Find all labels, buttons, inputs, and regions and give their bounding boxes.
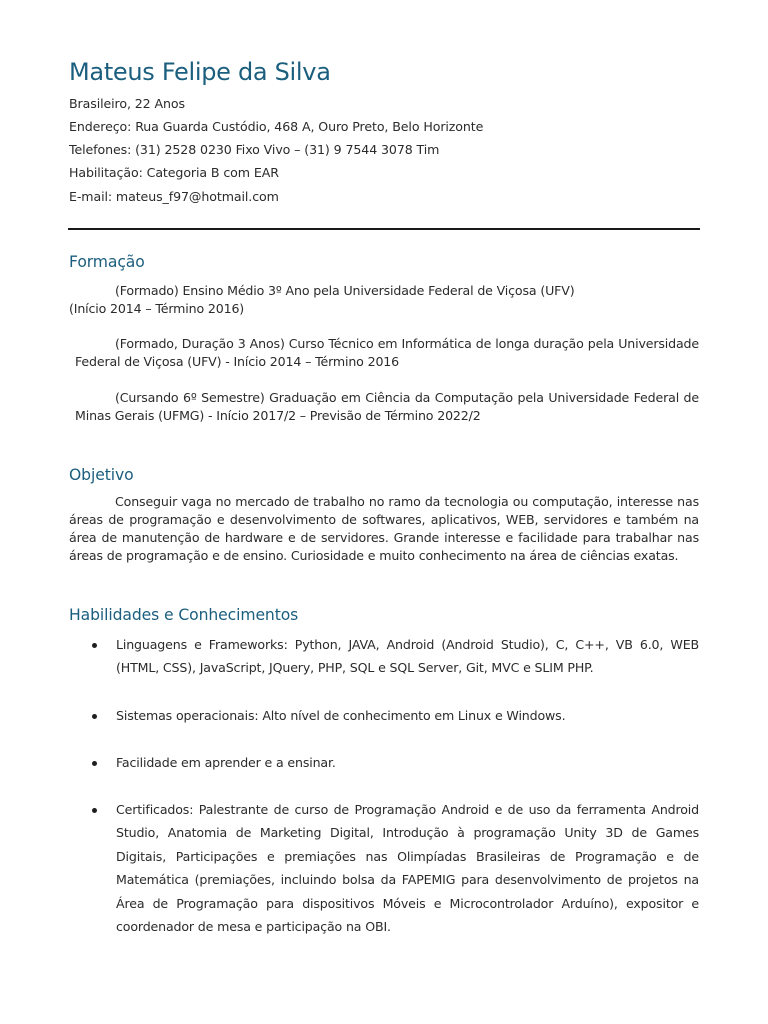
address: Endereço: Rua Guarda Custódio, 468 A, Ouro Preto, Belo Horizonte [69,119,484,134]
section-title-habilidades: Habilidades e Conhecimentos [69,606,299,624]
bullet-icon [92,761,97,766]
candidate-name: Mateus Felipe da Silva [69,58,331,86]
section-title-objetivo: Objetivo [69,466,134,484]
formacao-item: (Cursando 6º Semestre) Graduação em Ciência da Computação pela Universidade Federal de Minas Gerais (UFMG) - Início 2017/2 – Previsão de Término 2022/2 [75,390,699,423]
bullet-icon [92,808,97,813]
skills-list-item: Facilidade em aprender e a ensinar. [116,755,336,770]
skills-list-item: Certificados: Palestrante de curso de Programação Android e de uso da ferramenta Android Studio, Anatomia de Marketing Digital, Introdução à programação Unity 3D de Games Digitais, Participações e premiações nas Olimpíadas Brasileiras de Programação e de Matemática (premiações, incluindo bolsa da FAPEMIG para desenvolvimento de projetos na Área de Programação para dispositivos Móveis e Microcontrolador Arduíno), expositor e coordenador de mesa e participação na OBI. [116,802,699,935]
formacao-item-line: (Início 2014 – Término 2016) [69,301,245,316]
objective-text: Conseguir vaga no mercado de trabalho no ramo da tecnologia ou computação, interesse nas áreas de programação e desenvolvimento de softwares, aplicativos, WEB, servidores e também na área de manutenção de hardware e de servidores. Grande interesse e facilidade para trabalhar nas áreas de programação e de ensino. Curiosidade e muito conhecimento na área de ciências exatas. [69,494,699,563]
email[interactable]: E-mail: mateus_f97@hotmail.com [69,189,279,204]
formacao-item-line: (Formado) Ensino Médio 3º Ano pela Universidade Federal de Viçosa (UFV) [115,283,575,298]
phones: Telefones: (31) 2528 0230 Fixo Vivo – (31) 9 7544 3078 Tim [69,142,440,157]
nationality-age: Brasileiro, 22 Anos [69,96,185,111]
bullet-icon [92,643,97,648]
bullet-icon [92,714,97,719]
skills-list-item: Sistemas operacionais: Alto nível de conhecimento em Linux e Windows. [116,708,566,723]
formacao-item: (Formado, Duração 3 Anos) Curso Técnico em Informática de longa duração pela Universidade Federal de Viçosa (UFV) - Início 2014 – Término 2016 [75,336,699,369]
skills-list-item: Linguagens e Frameworks: Python, JAVA, Android (Android Studio), C, C++, VB 6.0, WEB (HTML, CSS), JavaScript, JQuery, PHP, SQL e SQL Server, Git, MVC e SLIM PHP. [116,637,699,676]
driver-license: Habilitação: Categoria B com EAR [69,165,279,180]
section-title-formacao: Formação [69,253,145,271]
